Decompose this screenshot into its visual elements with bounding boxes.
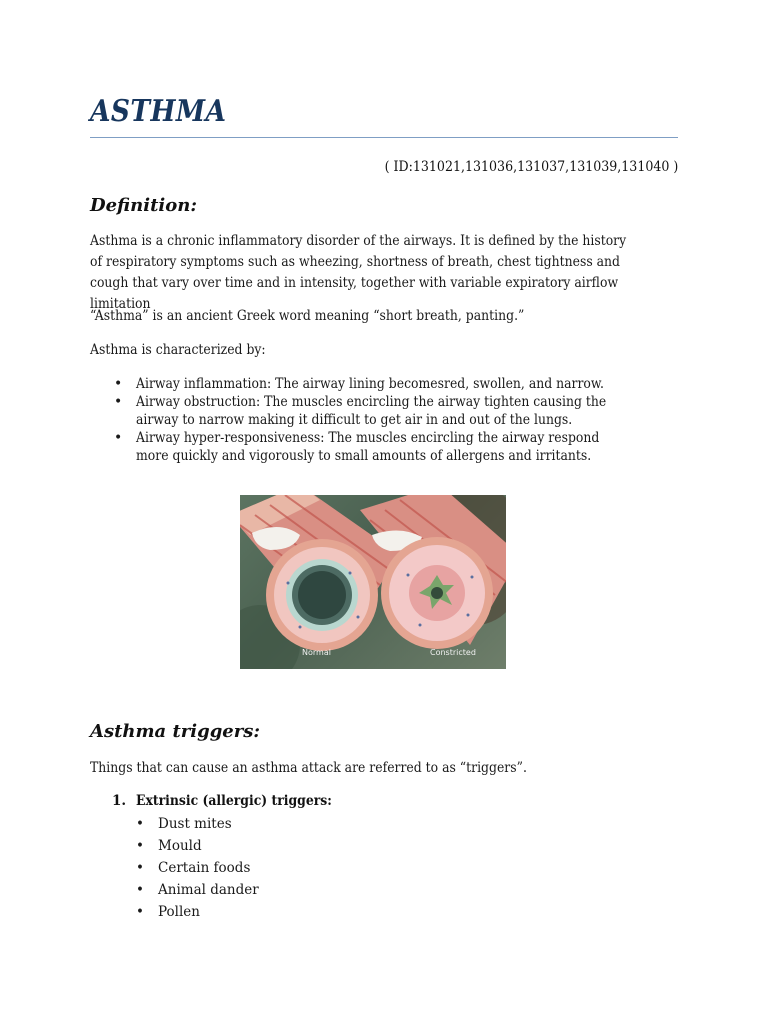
bullet-icon: • [136,838,144,854]
list-item: • Animal dander [136,879,536,901]
greek-origin-text: “Asthma” is an ancient Greek word meaning “short breath, panting.” [90,308,525,324]
list-item: • Certain foods [136,857,536,879]
bullet-icon: • [136,904,144,920]
constricted-caption: Constricted [430,648,476,657]
bullet-icon: • [114,430,123,446]
airway-cross-section-image [240,495,506,669]
characteristics-list [114,375,674,465]
definition-paragraph [90,231,690,315]
triggers-intro-paragraph [90,758,690,779]
triggers-intro-text: Things that can cause an asthma attack are referred to as “triggers”. [90,760,527,776]
list-item: • Pollen [136,901,536,923]
list-item: • Mould [136,835,536,857]
bullet-icon: • [114,376,123,392]
airway-illustration [240,495,506,669]
list-item: • Airway inflammation: The airway lining becomesred, swollen, and narrow. [114,376,604,392]
bullet-icon: • [136,860,144,876]
characterized-by-paragraph [90,340,690,361]
list-item: • Airway obstruction: The muscles encircling the airway tighten causing the airway to narrow making it difficult to get air in and out of the lungs. [114,394,607,428]
definition-heading: Definition: [90,195,197,216]
list-number: 1. [112,793,127,809]
bullet-icon: • [136,816,144,832]
extrinsic-triggers-label: Extrinsic (allergic) triggers: [136,793,332,809]
triggers-heading: Asthma triggers: [90,721,260,742]
bullet-icon: • [136,882,144,898]
extrinsic-triggers-list [136,813,536,923]
extrinsic-triggers-item [112,793,349,809]
student-id-line: ( ID:131021,131036,131037,131039,131040 ) [384,159,678,175]
list-item: • Dust mites [136,813,536,835]
definition-text: Asthma is a chronic inflammatory disorder of the airways. It is defined by the history of respiratory symptoms such as wheezing, shortness of breath, chest tightness and cough that vary over time and in intensity, together with variable expiratory airflow limitation [90,233,627,312]
document-title: ASTHMA [90,94,227,129]
list-item: • Airway hyper-responsiveness: The muscles encircling the airway respond more quickly and vigorously to small amounts of allergens and irritants. [114,430,600,464]
bullet-icon: • [114,394,123,410]
normal-caption: Normal [302,648,331,657]
characterized-by-text: Asthma is characterized by: [90,342,266,358]
title-underline [90,137,678,138]
greek-origin-paragraph [90,306,690,327]
